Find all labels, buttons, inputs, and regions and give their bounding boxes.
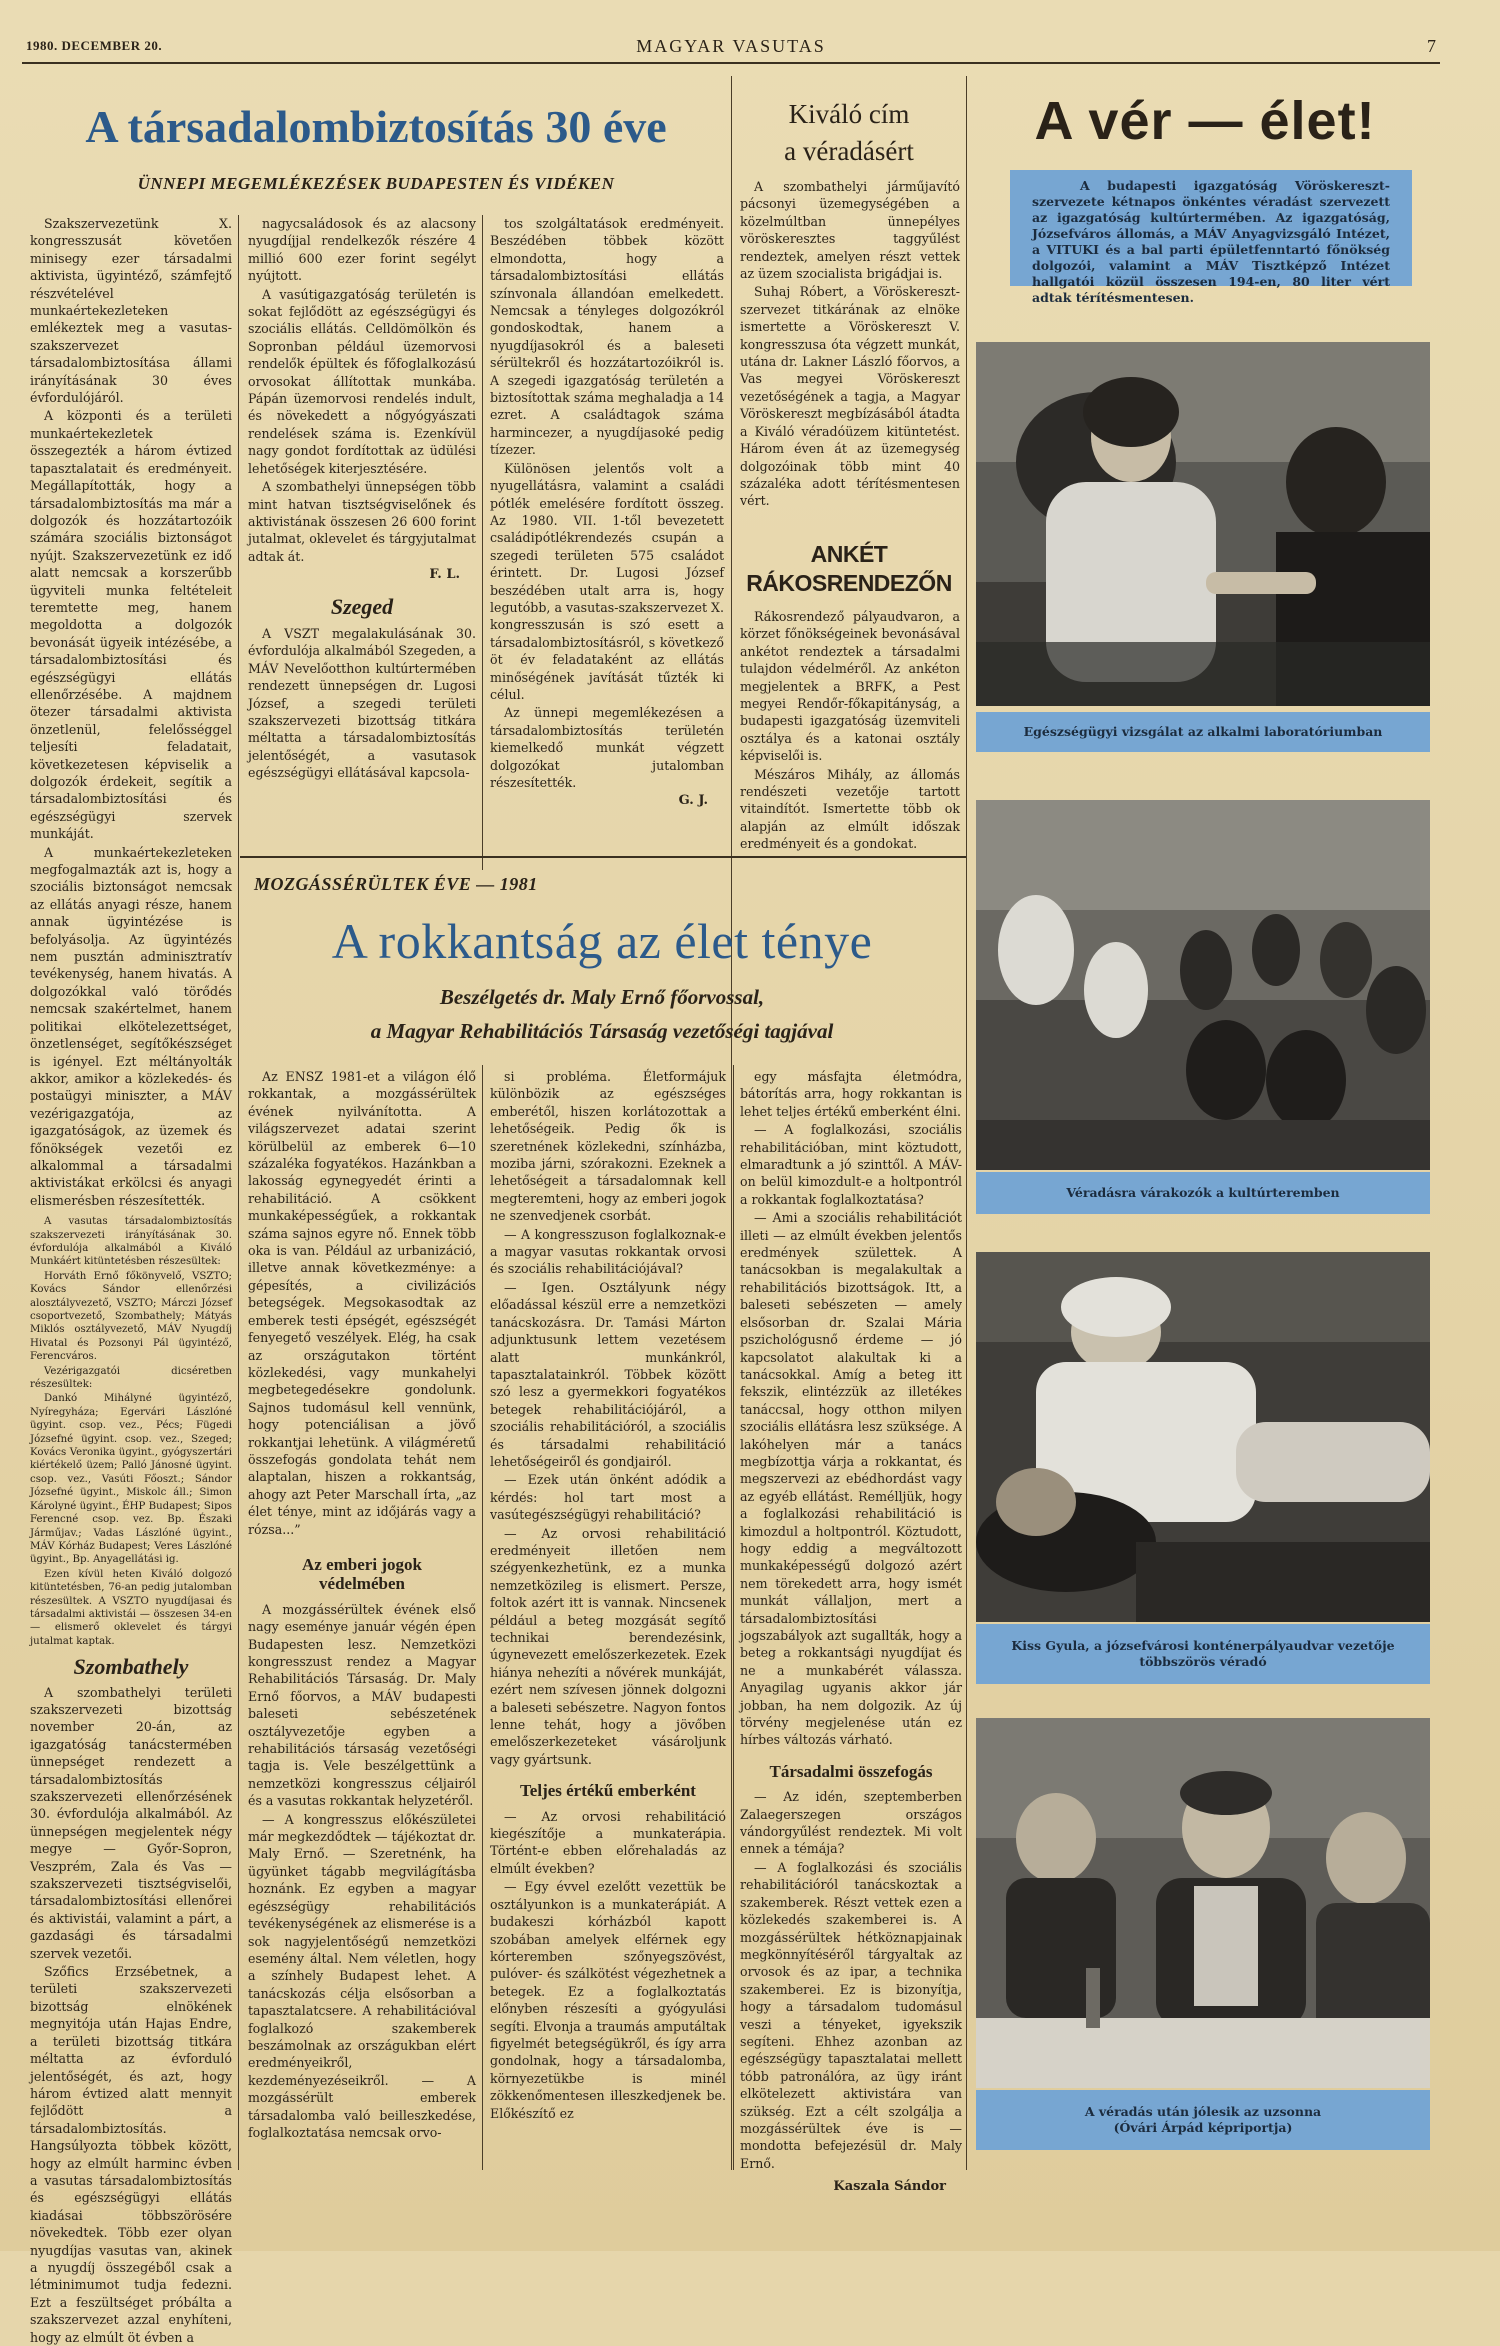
section-heading-human-rights-2: védelmében [319,1574,405,1594]
section-heading-szombathely: Szombathely [73,1654,189,1680]
ver-title-block [970,90,1440,160]
paragraph: Dankó Mihályné ügyintéző, Nyíregyháza; Egervári Lászlóné ügyint. csop. vez., Pécs; Fügedi Józsefné ügyint. csop. vez., Szeged; Kovács Veronika ügyint., gyógyszertári kiértékelő üzem; Palló Jánosné ügyint. csop. vez., Vasúti Főoszt.; Sándor Józsefné ügyint., Miskolc áll.; Simon Károlyné ügyint., ÉHP Budapest; Sipos Ferencné csop. vez. Bp. Északi Járműjav.; Vadas Lászlóné ügyint., MÁV Kórház Budapest; Veres Lászlóné ügyint., Bp. Anyagellátási ig. [30,1393,232,1566]
anket-text [740,608,960,853]
caption-text-line-2: többszörös véradó [1139,1654,1267,1669]
caption-waiting-room [976,1172,1430,1214]
paragraph: A munkaértekezleteken megfogalmazták azt is, hogy a szociális biztonságot nemcsak az ellátás anyagi része, hanem annak ügyintézése is befolyásolja. Az ügyintézés nem pusztán adminisztratív tevékenység, hanem hivatás. A dolgozókkal való törődés nemcsak szakértelmet, hanem politikai elkötelezettséget, önzetlenséget, segítőkészséget is igényel. Ezt méltányolták akkor, amikor a közlekedés- és postaügyi miniszter, a MÁV vezérigazgatója, az igazgatóságok, az üzemek és főnökségek vezetői ez alkalommal a társadalmi aktivistákat erkölcsi és anyagi elismerésben részesítették. [30,844,232,1208]
tb-column-1 [30,215,232,2345]
paragraph: — A kongresszus előkészületei már megkezdődtek — tájékoztat dr. Maly Ernő. — Szeretnénk, ha ügyünket tágabb megvilágításba hoznánk. Ez egyben a magyar egészségügy rehabilitációs tevékenységének az elismerése is a sok nagyjelentőségű nemzetközi esemény által. Nem véletlen, hogy a színhely Budapest lehet. A tanácskozás célja elsősorban a tapasztalatcsere. A rehabilitációval foglalkozó szakemberek beszámolnak az országukban elért eredményeikről, kezdeményezéseikről. — A mozgássérült emberek társadalomba való beilleszkedése, foglalkoztatása nemcsak orvo- [248,1811,476,2140]
paragraph: — Egy évvel ezelőtt vezettük be osztályunkon is a munkaterápiát. A budakeszi kórházból kapott szobában amelyek elférnek egy kórteremben szőnyegszövést, pulóver- és szálkötést végezhetnek a betegek. Ez a foglalkoztatás előnyben részesíti a gyógyulási segíti. Elvonja a traumás amputáltak figyelmét betegségükről, és így arra gondolnak, hogy a társadalomba, környezetükbe is minél zökkenőmentesen illeszkedjenek be. Előkészítő ez [490,1879,726,2121]
paragraph: — Az idén, szeptemberben Zalaegerszegen országos vándorgyűlést rendeztek. Mi volt ennek a témája? [740,1789,962,1857]
signature: Kaszala Sándor [833,2179,946,2195]
kivalo-headline-1: Kiváló cím [788,99,910,129]
section-heading-human-rights: Az emberi jogok [302,1554,422,1574]
tb-title-block [26,101,726,164]
paragraph: A szombathelyi ünnepségen több mint hatvan tisztségviselőnek és aktivistának összesen 26 600 forint jutalmat, oklevelet és tárgyjutalmat adtak át. [248,479,476,564]
paragraph: egy másfajta életmódra, bátorítás arra, hogy rokkantan is lehet teljes értékű emberként élni. [740,1069,962,1119]
kivalo-text [740,178,960,548]
photo-lab-exam-image [976,342,1430,706]
paragraph: Mészáros Mihály, az állomás rendészeti vezetője tartott vitaindítót. Ismertette több ok alapján az elmúlt időszak eredményeit és a gondokat. [740,766,960,852]
section-heading-social-solidarity: Társadalmi összefogás [769,1761,933,1781]
ver-intro-text: A budapesti igazgatóság Vöröskereszt-szervezete kétnapos önkéntes véradást szervezett az igazgatóság kultúrtermében. Az igazgatóság, Józsefváros állomás, a MÁV Anyagvizsgáló Intézet, a VITUKI és a bal parti épületfenntartó főnökség dolgozói, valamint a MÁV Tisztképző Intézet hallgatói közül összesen 194-en, 80 liter vért adtak térítésmentesen. [1032,178,1390,305]
caption-text: Egészségügyi vizsgálat az alkalmi laboratóriumban [1023,724,1383,739]
rokk-subtitle-2: a Magyar Rehabilitációs Társaság vezetőségi tagjával [370,1019,834,1043]
rokk-subtitle-1: Beszélgetés dr. Maly Ernő főorvossal, [439,985,765,1009]
paragraph: — Az orvosi rehabilitáció eredményeit illetően nem szégyenkezhetünk, ez a munka nemzetközileg is elismert. Persze, foltok azért itt is vannak. Nincsenek például a beteg mozgását segítő technikai berendezésink, úgynevezett emelőszerkezetek. Ezek hiánya nehezíti a nővérek munkáját, ezért nem szívesen jönnek dolgozni a baleseti sebészetre. Nagyon fontos lenne tehát, hogy a jövőben emelőszerkezeteket vásároljunk vagy gyártsunk. [490,1525,726,1767]
paragraph: Az ünnepi megemlékezésen a társadalombiztosítás területén kiemelkedő munkát végzett dolgozókat jutalomban részesítették. [490,705,724,790]
paragraph: — Az orvosi rehabilitáció kiegészítője a munkaterápia. Történt-e ebben előrehaladás az elmúlt években? [490,1808,726,1876]
photo-waiting-room [976,800,1430,1170]
paragraph: — Ami a szociális rehabilitációt illeti — az elmúlt években jelentős eredmények születtek. A tanácsokban is megalakultak a rehabilitációs bizottságok. Itt, a baleseti sebészeten — amely elsősorban dr. Szalai Mária pszichológusnő érdeme — jó kapcsolatot alakultak ki a tanácsokkal. Amíg a beteg itt fekszik, elintézzük az illetékes tanáccsal, hogy otthon milyen szociális ellátásra lesz szüksége. A lakóhelyen már a tanács megbízottja várja a rokkantat, és megszervezi az ebédhordást vagy az egyéb ellátást. Remélljük, hogy a foglalkozási rehabilitáció is kimozdul a holtpontról. Köztudott, hogy eddig a megváltozott munkaképességű dolgozó azért nem törekedett arra, hogy ismét munkát vállaljon, mert a társadalombiztosítási jogszabályok azt sugallták, hogy a beteg a rokkantsági nyugdíjat és ne a munkabérét válassza. Anyagilag ugyanis akkor jár jobban, ha nem dolgozik. Az új törvény megjelenése után ez hírbes változás várható. [740,1210,962,1748]
section-divider [240,856,966,858]
paragraph: A vasútigazgatóság területén is sokat fejlődött az egészségügyi és szociális ellátás. Celldömölkön és Sopronban például üzemorvosi rendelők épültek és főfoglalkozású orvosokat állítottak munkába. Pápán üzemorvosi rendelés indult, és növekedett a nőgyógyászati rendelések száma is. Ezenkívül nagy gondot fordítottak az üdülési lehetőségek kiterjesztésére. [248,286,476,476]
column-rule [966,76,967,2170]
caption-lab-exam [976,712,1430,752]
page-header [22,34,1440,64]
paragraph: — A foglalkozási és szociális rehabilitációról tanácskoztak a szakemberek. Részt vettek ezen a közlekedés szakemberei is. A mozgássérültek hétköznapjainak megkönnyítéséről tárgyaltak az orvosok és az ipar, a technika szakemberei. Ez is bizonyítja, hogy a társadalom tudomásul veszi a tényeket, igyekszik segíteni. Ehhez azonban az egészségügy tapasztalatai mellett tóbb patronálóra, az ügy iránt elkötelezett aktivistára van szükség. Ezt a célt szolgálja a mozgássérültek éve is — mondotta befejezésül dr. Maly Ernő. [740,1859,962,2171]
paragraph: nagycsaládosok és az alacsony nyugdíjjal rendelkezők részére 4 millió 600 ezer forint segélyt nyújtott. [248,216,476,284]
paragraph: Különösen jelentős volt a nyugellátásra, valamint a családi pótlék emelésére fordított összeg. Az 1980. VII. 1-től bevezetett családipótlékrendezés csupán a szegedi területen 575 családot érintett. Dr. Lugosi József beszédében utalt arra is, hogy legutóbb, a vasutas-szakszervezet X. kongresszusán is szó esett a társadalombiztosításról, s következő öt év feladataként az ellátás minőségének javítását tűzték ki célul. [490,460,724,702]
photo-blood-donor [976,1252,1430,1622]
column-rule [238,215,239,870]
caption-text-line-2: (Óvári Árpád képriportja) [1113,2120,1293,2135]
rokk-column-2 [490,1068,726,2168]
caption-text: Véradásra várakozók a kultúrteremben [1066,1185,1340,1200]
rokk-subtitle-block [242,980,962,1058]
paragraph: Szakszervezetünk X. kongresszusát követően minisegy ezer társadalmi aktivista, ügyintéző, számfejtő részvételével munkaértekezleteken emlékeztek meg a vasutas-szakszervezet társadalombiztosítása állami irányításának 30 éves évfordulójáról. [30,216,232,406]
page-number: 7 [1427,36,1436,56]
photo-snack [976,1718,1430,2088]
paragraph: A mozgássérültek évének első nagy eseménye január végén épen Budapesten lesz. Nemzetközi kongresszust rendez a Magyar Rehabilitációs Társaság. Dr. Maly Ernő főorvos, a MÁV budapesti baleseti sebészetének osztályvezetője egyben a rehabilitációs társaság vezetőségi tagja is. Vele beszélgettünk a nemzetközi kongresszus céljairól és a vasutas rokkantak helyzetéről. [248,1601,476,1809]
honors-list [30,1215,232,1648]
rokk-title-block [242,912,962,976]
rokk-column-3 [740,1068,962,2195]
rokk-column-1 [248,1068,476,2168]
paragraph: Vezérigazgatói dicséretben részesültek: [30,1365,232,1391]
kivalo-headline-2: a véradásért [784,136,914,166]
tb-subtitle: ÜNNEPI MEGEMLÉKEZÉSEK BUDAPESTEN ÉS VIDÉKEN [137,174,615,193]
paragraph: — A kongresszuson foglalkoznak-e a magyar vasutas rokkantak orvosi és szociális rehabilitációjával? [490,1226,726,1277]
paragraph: A vasutas társadalombiztosítás szakszervezeti irányításának 30. évfordulója alkalmából a Kiváló Munkáért kitüntetésben részesültek: [30,1216,232,1268]
column-rule [731,76,732,2170]
paragraph: A szombathelyi területi szakszervezeti bizottság november 20-án, az igazgatóság tanácstermében ünnepséget rendezett a társadalombiztosítás szakszervezeti ellenőrzésének 30. évfordulója alkalmából. Az ünnepségen megjelentek négy megye — Győr-Sopron, Veszprém, Zala és Vas — szakszervezeti tisztségviselői, társadalombiztosítási ellenőrei és aktivistái, valamint a párt, a gazdasági és társadalmi szervek vezetői. [30,1684,232,1961]
signature: F. L. [429,567,460,583]
paper-name: MAGYAR VASUTAS [636,36,826,56]
kivalo-title-block [736,96,962,176]
signature: G. J. [678,793,708,809]
section-heading-full-value: Teljes értékű emberként [520,1781,696,1801]
photo-waiting-room-image [976,800,1430,1170]
caption-blood-donor [976,1624,1430,1684]
paragraph: — Ezek után önként adódik a kérdés: hol tart most a vasútegészségügyi rehabilitáció? [490,1472,726,1523]
caption-text-line-1: A véradás után jólesik az uzsonna [1084,2104,1322,2119]
ver-intro-box [1010,170,1412,305]
paragraph: A VSZT megalakulásának 30. évfordulója alkalmából Szegeden, a MÁV Nevelőotthon kultúrtermében rendezett ünnepségen dr. Lugosi József, a szegedi területi szakszervezeti bizottság titkára méltatta a társadalombiztosítás jelentőségét, a vasutasok egészségügyi ellátásával kapcsola- [248,625,476,781]
tb-column-3 [490,215,724,855]
paragraph: Rákosrendező pályaudvaron, a körzet főnökségeinek bevonásával ankétot rendeztek a társadalmi tulajdon védelméről. Az ankéton megjelentek a BRFK, a Pest megyei Rendőr-főkapitányság, a budapesti igazgatóság üzemviteli osztálya és a katonai osztály képviselői is. [740,609,960,764]
column-rule [238,870,239,2170]
photo-snack-image [976,1718,1430,2088]
ver-headline: A vér — élet! [1034,91,1376,151]
column-rule [482,215,483,870]
anket-headline-1: ANKÉT [810,541,888,567]
tb-column-2 [248,215,476,855]
anket-headline-2: RÁKOSRENDEZŐN [746,570,952,596]
caption-snack [976,2090,1430,2150]
column-rule [482,1065,483,2170]
paragraph: Ezen kívül heten Kiváló dolgozó kitüntetésben, 76-an pedig jutalomban részesültek. A VSZTO nyugdíjasai és társadalmi aktivistái — összesen 34-en — elismerő oklevelet és tárgyi jutalmat kaptak. [30,1568,232,1647]
anket-title-block [736,540,962,604]
section-heading-szeged: Szeged [330,593,394,619]
rokk-kicker: MOZGÁSSÉRÜLTEK ÉVE — 1981 [254,874,538,894]
rokk-kicker-block [254,874,954,902]
paragraph: Szőfics Erzsébetnek, a területi szakszervezeti bizottság elnökének megnyitója után Hajas Endre, a területi bizottság titkára méltatta az évforduló jelentőségét, és azt, hogy három évtized alatt mennyit fejlődött a társadalombiztosítás. Hangsúlyozta többek között, hogy az elmúlt harminc évben a vasutas társadalombiztosítás és egészségügyi ellátás kiadásai többszörösére növekedtek. Több ezer olyan nyugdíjas vasutas van, akinek a nyugdíj összegéből csak a létminimumot tudja fedezni. Ezt a feszültséget próbálta a szakszervezet azzal enyhíteni, hogy az elmúlt öt évben a [30,1964,232,2345]
paragraph: — Igen. Osztályunk négy előadással készül erre a nemzetközi tanácskozásra. Dr. Tamási Márton adjunktusunk lettem vezetésem alatt munkánkról, tapasztalatainkról. Többek között szó lesz a gyermekkori fogyatékos betegek rehabilitációjáról, a szociális rehabilitációról, a szociális és társadalmi rehabilitáció lehetőségeiről és gondjairól. [490,1279,726,1469]
tb-subtitle-block [26,174,726,202]
caption-text-line-1: Kiss Gyula, a józsefvárosi konténerpályaudvar vezetője [1011,1638,1395,1653]
paragraph: si probléma. Életformájuk különbözik az egészséges emberétől, hiszen korlátozottak a lehetőségeik. Pedig ők is szeretnének közlekedni, színházba, moziba járni, szórakozni. Ezeknek a lehetőségeit a társadalomnak kell megteremteni, hogy az emberi jogok ne szenvedjenek csorbát. [490,1069,726,1224]
issue-date: 1980. DECEMBER 20. [26,38,163,53]
photo-blood-donor-image [976,1252,1430,1622]
paragraph: Suhaj Róbert, a Vöröskereszt-szervezet titkárának az elnöke ismertette a Vöröskereszt V. kongresszusa óta végzett munkát, utána dr. Lakner László főorvos, a Vas megyei Vöröskereszt vezetőségének a tagja, a Magyar Vöröskereszt megbízásából átadta a Kiváló véradóüzem kitüntetést. Három éven át az üzemegység dolgozóinak több mint 40 százaléka adott térítésmentesen vért. [740,284,960,509]
rokk-headline: A rokkantság az élet ténye [331,913,873,969]
paragraph: Horváth Ernő főkönyvelő, VSZTO; Kovács Sándor ellenőrzési alosztályvezető, VSZTO; Márczi József csoportvezető, Szombathely; Mátyás Miklós osztályvezető, MÁV Nyugdíj Hivatal és Pozsonyi Pál ügyintéző, Ferencváros. [30,1270,232,1363]
paragraph: Az ENSZ 1981-et a világon élő rokkantak, a mozgássérültek évének nyilvánította. A világszervezet adatai szerint körülbelül az emberek 6—10 százaléka fogyatékos. Hazánkban a lakosság egynegyedét érinti a rehabilitáció. A csökkent munkaképességűek, a rokkantak száma sajnos egyre nő. Ennek több oka is van. Például az urbanizáció, illetve annak következménye: a gépesítés, a civilizációs betegségek. Megsokasodtak az emberek testi épségét, egészségét fenyegető veszélyek. Elég, ha csak az országutakon történt közlekedési, vagy munkahelyi megbetegedésekre gondolunk. Sajnos tudomásul kell vennünk, hogy potenciálisan a jövő rokkantjai lehetünk. A világméretű összefogás gondolata tehát nem alaptalan, hiszen a rokkantság, ahogy azt Peter Marschall írta, „az élet ténye, mint az időjárás vagy a rózsa...” [248,1069,476,1537]
photo-lab-exam [976,342,1430,706]
tb-headline: A társadalombiztosítás 30 éve [85,101,667,152]
paragraph: A központi és a területi munkaértekezletek összegezték a három évtized tapasztalatait és eredményeit. Megállapították, hogy a társadalombiztosítás ma már a dolgozók és hozzátartozóik számára szociális biztonságot nyújt. Szakszervezetünk ez idő alatt nemcsak a korszerűbb ügyviteli munka feltételeit teremtette meg, hanem megoldotta a dolgozók bevonását ügyeik intézésébe, a társadalombiztosítási és egészségügyi ellátás ellenőrzésébe. A majdnem ötezer társadalmi aktivista önzetlenül, felelősséggel teljesíti feladatait, következetesen képviselik a dolgozók érdekeit, segítik a társadalombiztosítási és egészségügyi szervek munkáját. [30,408,232,842]
paragraph: — A foglalkozási, szociális rehabilitációban, mint köztudott, elmaradtunk a jó szinttől. A MÁV-on belül kimozdult-e a holtpontról a rokkantak foglalkoztatása? [740,1122,962,1207]
paragraph: A szombathelyi járműjavító pácsonyi üzemegységében a közelmúltban ünnepélyes vöröskeresztes taggyűlést rendeztek, amelyen részt vettek az üzem szocialista brigádjai is. [740,179,960,282]
paragraph: tos szolgáltatások eredményeit. Beszédében többek között elmondotta, hogy a társadalombiztosítási ellátás színvonala állandóan emelkedett. Nemcsak a tényleges dolgozókról gondoskodtak, hanem a nyugdíjasokról és a baleseti sérültekről és hozzátartozóikról is. A szegedi igazgatóság területén a biztosítottak száma meghaladja a 14 ezret. A családtagok száma harmincezer, a nyugdíjasoké pedig tízezer. [490,216,724,458]
column-rule [733,1065,734,2170]
